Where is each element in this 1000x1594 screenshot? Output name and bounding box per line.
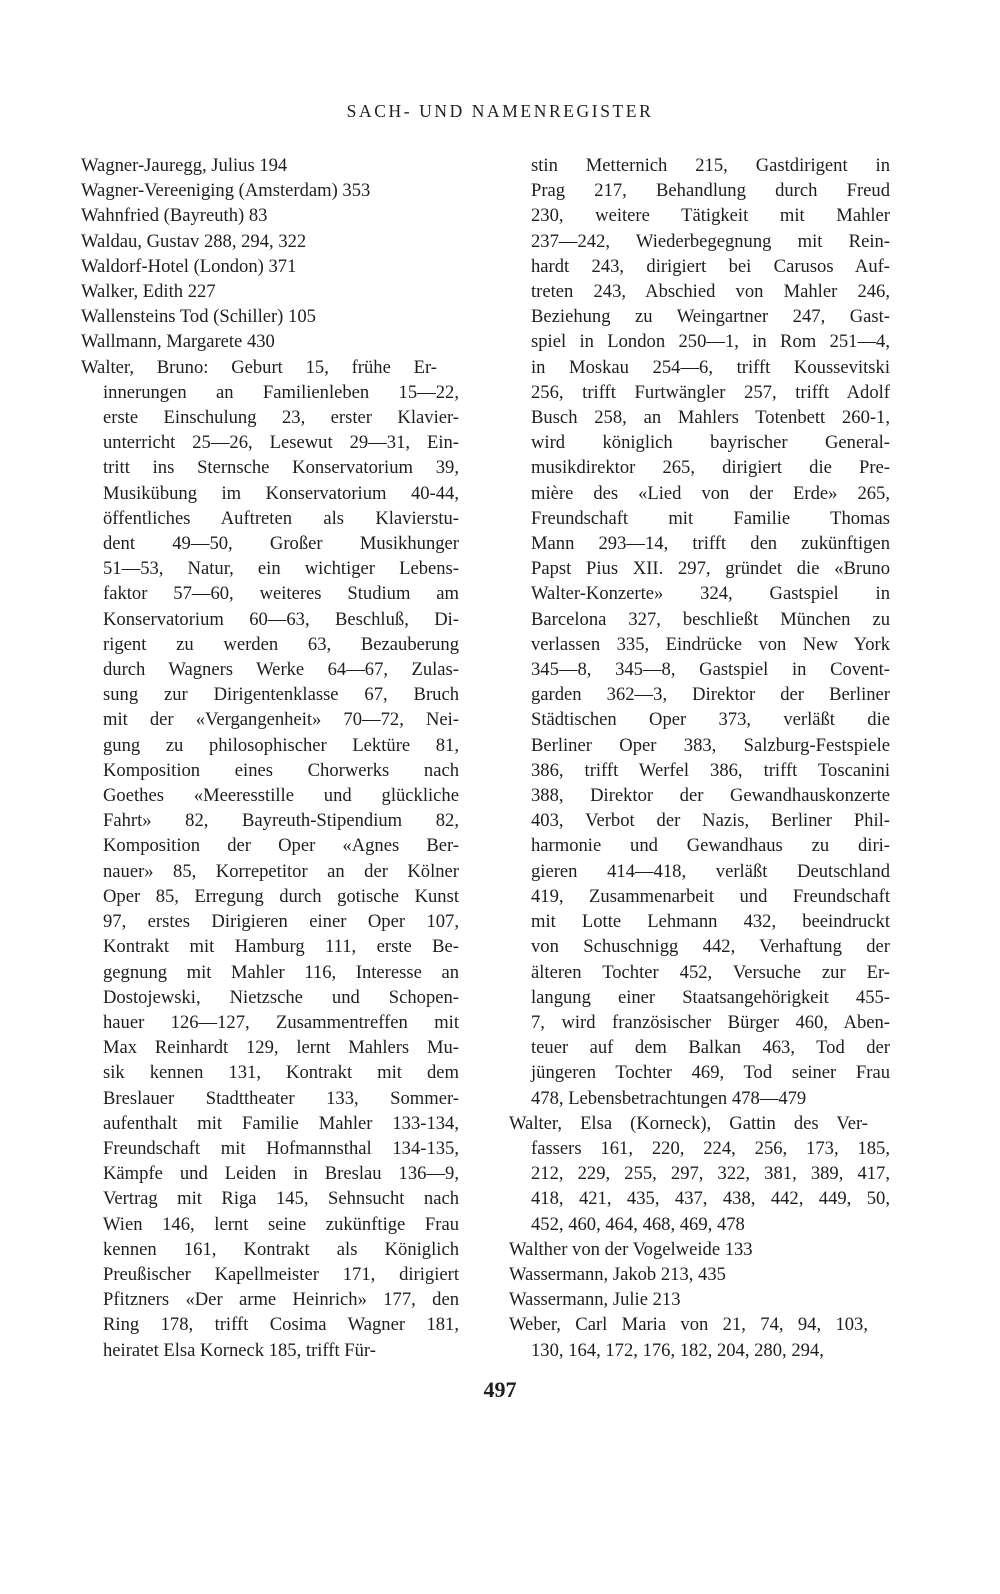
index-line: Pfitzners «Der arme Heinrich» 177, den (103, 1289, 459, 1311)
index-line: 386, trifft Werfel 386, trifft Toscanini (531, 759, 890, 781)
index-column-left (81, 153, 459, 1363)
index-entry (81, 329, 459, 354)
index-entry (509, 1111, 890, 1237)
index-line: 419, Zusammenarbeit und Freundschaft (531, 885, 890, 907)
index-line: Wassermann, Julie 213 (509, 1289, 681, 1311)
index-line: 388, Direktor der Gewandhauskonzerte (531, 785, 890, 807)
index-line: Wien 146, lernt seine zukünftige Frau (103, 1213, 459, 1235)
page-number: 497 (483, 1377, 517, 1402)
index-line: 452, 460, 464, 468, 469, 478 (531, 1213, 745, 1235)
index-line: stin Metternich 215, Gastdirigent in (531, 155, 890, 176)
index-line: Wassermann, Jakob 213, 435 (509, 1263, 726, 1285)
index-line: Vertrag mit Riga 145, Sehnsucht nach (103, 1188, 459, 1210)
index-entry (509, 1262, 890, 1287)
index-entry (81, 254, 459, 279)
index-line: Wallensteins Tod (Schiller) 105 (81, 306, 316, 328)
index-line: Musikübung im Konservatorium 40-44, (103, 482, 459, 504)
index-line: treten 243, Abschied von Mahler 246, (531, 281, 890, 303)
index-line: 51—53, Natur, ein wichtiger Lebens- (103, 558, 459, 580)
index-line: Prag 217, Behandlung durch Freud (531, 180, 890, 202)
index-line: Barcelona 327, beschließt München zu (531, 608, 890, 630)
index-line: gegnung mit Mahler 116, Interesse an (103, 961, 459, 983)
index-entry (81, 229, 459, 254)
index-line: musikdirektor 265, dirigiert die Pre- (531, 457, 890, 479)
index-line: Berliner Oper 383, Salzburg-Festspiele (531, 734, 890, 756)
index-entry (509, 1237, 890, 1262)
index-line: erste Einschulung 23, erster Klavier- (103, 407, 459, 429)
index-line: kennen 161, Kontrakt als Königlich (103, 1238, 459, 1260)
index-line: harmonie und Gewandhaus zu diri- (531, 835, 890, 857)
index-line: unterricht 25—26, Lesewut 29—31, Ein- (103, 432, 459, 454)
index-line: sik kennen 131, Kontrakt mit dem (103, 1062, 459, 1084)
index-line: Komposition eines Chorwerks nach (103, 759, 459, 781)
index-entry (81, 153, 459, 178)
index-line: von Schuschnigg 442, Verhaftung der (531, 936, 890, 958)
index-line: spiel in London 250—1, in Rom 251—4, (531, 331, 890, 353)
index-line: dent 49—50, Großer Musikhunger (103, 533, 459, 555)
index-line: sung zur Dirigentenklasse 67, Bruch (103, 684, 459, 706)
index-line: Fahrt» 82, Bayreuth-Stipendium 82, (103, 810, 459, 832)
index-line: Wallmann, Margarete 430 (81, 331, 275, 353)
index-line: 345—8, 345—8, Gastspiel in Covent- (531, 659, 890, 681)
index-line: Waldorf-Hotel (London) 371 (81, 255, 297, 277)
index-entry (81, 304, 459, 329)
index-line: Städtischen Oper 373, verläßt die (531, 709, 890, 731)
running-header: SACH- UND NAMENREGISTER (346, 101, 654, 121)
index-line: Kämpfe und Leiden in Breslau 136—9, (103, 1163, 459, 1185)
index-line: Papst Pius XII. 297, gründet die «Bruno (531, 558, 890, 580)
index-line: aufenthalt mit Familie Mahler 133-134, (103, 1112, 459, 1134)
index-line: 418, 421, 435, 437, 438, 442, 449, 50, (531, 1188, 890, 1210)
index-line: 237—242, Wiederbegegnung mit Rein- (531, 230, 890, 252)
index-line: Walter, Bruno: Geburt 15, frühe Er- (81, 356, 437, 378)
index-line: 130, 164, 172, 176, 182, 204, 280, 294, (531, 1339, 824, 1361)
index-line: rigent zu werden 63, Bezauberung (103, 633, 459, 655)
index-line: Max Reinhardt 129, lernt Mahlers Mu- (103, 1037, 459, 1059)
index-line: Preußischer Kapellmeister 171, dirigiert (103, 1263, 459, 1285)
index-entry (81, 279, 459, 304)
index-line: tritt ins Sternsche Konservatorium 39, (103, 457, 459, 479)
index-line: Walker, Edith 227 (81, 281, 216, 303)
index-line: 7, wird französischer Bürger 460, Aben- (531, 1011, 890, 1033)
index-line: Oper 85, Erregung durch gotische Kunst (103, 885, 459, 907)
index-line: älteren Tochter 452, Versuche zur Er- (531, 961, 890, 983)
index-line: Busch 258, an Mahlers Totenbett 260-1, (531, 407, 890, 429)
index-line: Freundschaft mit Hofmannsthal 134-135, (103, 1137, 459, 1159)
index-line: langung einer Staatsangehörigkeit 455- (531, 986, 890, 1008)
index-line: 256, trifft Furtwängler 257, trifft Adolf (531, 381, 890, 403)
index-line: durch Wagners Werke 64—67, Zulas- (103, 659, 459, 681)
index-line: mit der «Vergangenheit» 70—72, Nei- (103, 709, 459, 731)
index-line: mit Lotte Lehmann 432, beeindruckt (531, 911, 890, 933)
index-line: 403, Verbot der Nazis, Berliner Phil- (531, 810, 890, 832)
index-line: 478, Lebensbetrachtungen 478—479 (531, 1087, 807, 1109)
index-line: innerungen an Familienleben 15—22, (103, 381, 459, 403)
index-line: verlassen 335, Eindrücke von New York (531, 633, 890, 655)
index-line: Weber, Carl Maria von 21, 74, 94, 103, (509, 1314, 868, 1336)
index-line: Breslauer Stadttheater 133, Sommer- (103, 1087, 459, 1109)
index-entry (509, 153, 890, 1111)
index-line: jüngeren Tochter 469, Tod seiner Frau (531, 1062, 890, 1084)
index-line: Wagner-Jauregg, Julius 194 (81, 155, 288, 176)
index-line: Walter, Elsa (Korneck), Gattin des Ver- (509, 1112, 868, 1134)
index-line: 97, erstes Dirigieren einer Oper 107, (103, 911, 459, 933)
index-line: 230, weitere Tätigkeit mit Mahler (531, 205, 890, 227)
index-line: gung zu philosophischer Lektüre 81, (103, 734, 459, 756)
index-entry (509, 1287, 890, 1312)
index-line: Ring 178, trifft Cosima Wagner 181, (103, 1314, 459, 1336)
index-line: teuer auf dem Balkan 463, Tod der (531, 1037, 890, 1059)
index-line: Walther von der Vogelweide 133 (509, 1238, 753, 1260)
index-line: Mann 293—14, trifft den zukünftigen (531, 533, 890, 555)
index-line: Konservatorium 60—63, Beschluß, Di- (103, 608, 459, 630)
index-line: fassers 161, 220, 224, 256, 173, 185, (531, 1137, 890, 1159)
index-line: Komposition der Oper «Agnes Ber- (103, 835, 459, 857)
index-line: Dostojewski, Nietzsche und Schopen- (103, 986, 459, 1008)
index-line: Waldau, Gustav 288, 294, 322 (81, 230, 307, 252)
index-line: Goethes «Meeresstille und glückliche (103, 785, 459, 807)
index-column-right (509, 153, 890, 1363)
index-line: in Moskau 254—6, trifft Koussevitski (531, 356, 890, 378)
index-line: Kontrakt mit Hamburg 111, erste Be- (103, 936, 459, 958)
index-line: öffentliches Auftreten als Klavierstu- (103, 507, 459, 529)
index-line: hauer 126—127, Zusammentreffen mit (103, 1011, 459, 1033)
index-line: faktor 57—60, weiteres Studium am (103, 583, 459, 605)
index-line: 212, 229, 255, 297, 322, 381, 389, 417, (531, 1163, 890, 1185)
index-entry (81, 355, 459, 1363)
index-line: hardt 243, dirigiert bei Carusos Auf- (531, 255, 890, 277)
index-line: Walter-Konzerte» 324, Gastspiel in (531, 583, 890, 605)
index-line: nauer» 85, Korrepetitor an der Kölner (103, 860, 459, 882)
index-line: Beziehung zu Weingartner 247, Gast- (531, 306, 890, 328)
index-entry (81, 203, 459, 228)
index-line: garden 362—3, Direktor der Berliner (531, 684, 890, 706)
index-line: Freundschaft mit Familie Thomas (531, 507, 890, 529)
index-entry (509, 1312, 890, 1362)
index-line: Wagner-Vereeniging (Amsterdam) 353 (81, 180, 371, 202)
index-line: heiratet Elsa Korneck 185, trifft Für- (103, 1339, 376, 1361)
index-line: mière des «Lied von der Erde» 265, (531, 482, 890, 504)
index-line: wird königlich bayrischer General- (531, 432, 890, 454)
index-entry (81, 178, 459, 203)
index-line: Wahnfried (Bayreuth) 83 (81, 205, 268, 227)
index-line: gieren 414—418, verläßt Deutschland (531, 860, 890, 882)
